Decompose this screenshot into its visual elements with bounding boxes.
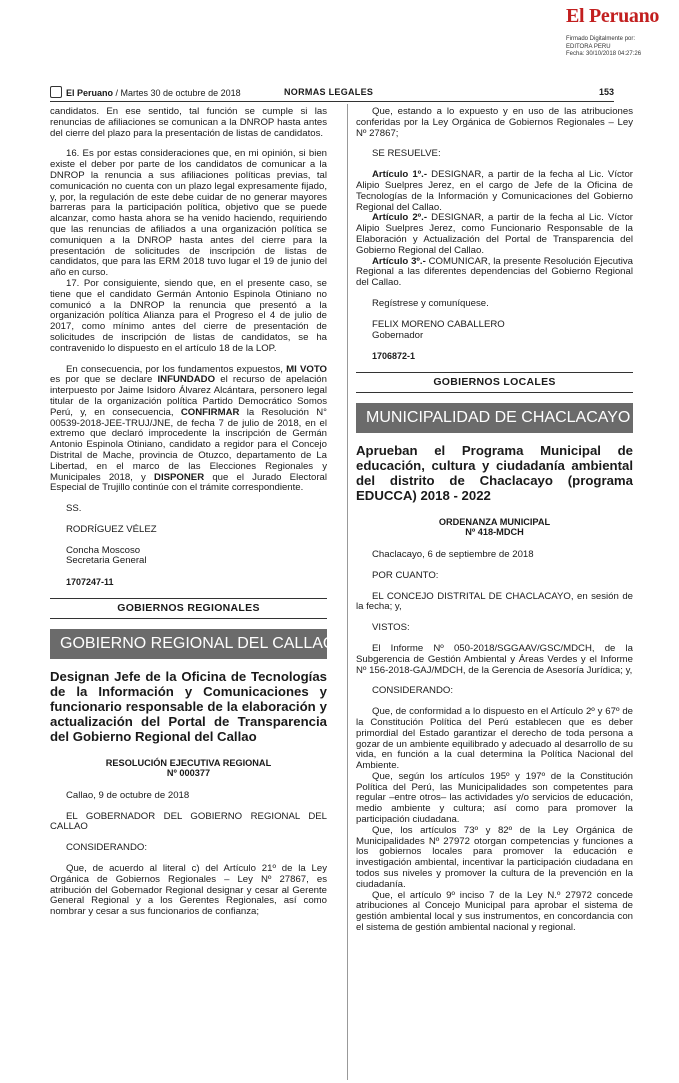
article-3	[356, 257, 633, 289]
institution-band: GOBIERNO REGIONAL DEL CALLAO	[50, 629, 327, 659]
section-heading: GOBIERNOS REGIONALES	[50, 598, 327, 619]
article-1	[356, 170, 633, 213]
ordinance-number: Nº 418-MDCH	[465, 527, 524, 538]
sig-line: Firmado Digitalmente por:	[566, 36, 636, 42]
ordinance-type: ORDENANZA MUNICIPAL	[438, 516, 551, 527]
header-date: / Martes 30 de octubre de 2018	[113, 88, 241, 98]
por-cuanto-heading: POR CUANTO:	[372, 569, 439, 581]
article-label: Artículo 2º.-	[372, 212, 428, 224]
issuer: EL GOBERNADOR DEL GOBIERNO REGIONAL DEL CALLAO	[50, 810, 327, 833]
secretary-title: Secretaria General	[66, 555, 147, 567]
sig-line: Fecha: 30/10/2018 04:27:26	[566, 51, 642, 57]
article-text: DESIGNAR, a partir de la fecha al Lic. Víctor Alipio Suelpres Jerez, en el cargo de Jefe de la Oficina de Tecnologías de la Información y Comunicaciones del Gobierno Regional del Callao.	[356, 169, 633, 213]
resolution-type: RESOLUCIÓN EJECUTIVA REGIONAL	[105, 757, 272, 768]
digital-signature	[566, 36, 676, 59]
text-run: la Resolución N° 00539-2018-JEE-TRUJ/JNE, de fecha 7 de julio de 2018, en el extremo que declaró improcedente la inscripción de Germán Antonio Espinola Otiniano, candidato a regidor para el Concejo Distrital de Mache, provincia de Otuzco, departamento de La Libertad, en el marco de las Elecciones Regionales y Municipales 2018, y	[50, 406, 327, 483]
text-run: DISPONER	[154, 471, 205, 483]
document-code: 1707247-11	[66, 577, 114, 588]
resuelve-heading: SE RESUELVE:	[372, 148, 441, 160]
page-number: 153	[598, 87, 614, 97]
header-pub-name: El Peruano	[66, 88, 114, 98]
paragraph: 16. Es por estas consideraciones que, en mi opinión, si bien existe el deber por parte de los candidatos de comunicar a la DNROP la renuncia a sus afiliaciones políticas previas, tal comunicación no cuenta con un plazo legal expresamente fijado, y, por, la regulación de este debe cuidar de no generar mayores barreras para la participación política, objetivo que se puede alcanzar, como hasta ahora se ha venido haciendo, requiriendo que las renuncias de afiliados a una organización política se comuniquen a la DNROP hasta antes del cierre para la presentación de solicitudes de inscripción de listas de candidatos, que para las ERM 2018 tuvo lugar el 19 de junio del año en curso.	[50, 148, 327, 279]
paragraph: Que, el artículo 9º inciso 7 de la Ley N.º 27972 concede atribuciones al Concejo Municipal para aprobar el sistema de gestión ambiental local y sus instrumentos, en concordancia con el sistema de gestión ambiental nacional y regional.	[356, 889, 633, 934]
paragraph: Que, estando a lo expuesto y en uso de las atribuciones conferidas por la Ley Orgánica de Gobiernos Regionales – Ley Nº 27867;	[356, 106, 633, 139]
vistos-heading: VISTOS:	[372, 622, 410, 634]
running-header	[50, 86, 614, 98]
ss-line: SS.	[66, 503, 82, 515]
ordinance-title	[356, 517, 633, 538]
paragraph: Que, los artículos 73º y 82º de la Ley Orgánica de Municipalidades Nº 27972 otorgan competencias y funciones a los gobiernos locales para promover la educación e investigación ambiental, incentivar la participación ciudadana en todos sus niveles y promover la cultura de la prevención en la ciudadanía.	[356, 824, 633, 890]
paragraph: EL CONCEJO DISTRITAL DE CHACLACAYO, en sesión de la fecha; y,	[356, 590, 633, 613]
considerando-heading: CONSIDERANDO:	[372, 685, 454, 697]
header-section: NORMAS LEGALES	[284, 87, 374, 97]
el-peruano-logo: El Peruano	[566, 5, 660, 27]
secretary-name: Concha Moscoso	[66, 544, 141, 556]
resolution-number: Nº 000377	[166, 768, 211, 779]
text-run: MI VOTO	[286, 363, 327, 375]
signatory-name: FELIX MORENO CABALLERO	[372, 318, 505, 330]
text-run: es por que se declare	[50, 374, 158, 386]
header-publication	[50, 86, 241, 99]
paragraph: 17. Por consiguiente, siendo que, en el presente caso, se tiene que el candidato Germán Antonio Espinola Otiniano no comunicó a la DNROP la renuncia que presentó a la organización política Alianza para el Progreso el 4 de julio de 2017, como mínimo antes del cierre de presentación de solicitudes de inscripción de listas de candidatos, se ha contravenido lo dispuesto en el artículo 18 de la LOP.	[50, 277, 327, 354]
institution-band: MUNICIPALIDAD DE CHACLACAYO	[356, 403, 633, 433]
text-run: CONFIRMAR	[180, 406, 240, 418]
article-headline: Aprueban el Programa Municipal de educación, cultura y ciudadanía ambiental del distrito de Chaclacayo (programa EDUCCA) 2018 - 2022	[356, 442, 633, 503]
document-code: 1706872-1	[372, 351, 416, 362]
paragraph: Que, de conformidad a lo dispuesto en el Artículo 2º y 67º de la Constitución Política del Perú establecen que es deber primordial del Estado garantizar el derecho de toda persona a gozar de un ambiente equilibrado y adecuado al desarrollo de su vida, en función a la cual determina la Política Nacional del Ambiente.	[356, 706, 633, 772]
text-run: INFUNDADO	[157, 374, 216, 386]
text-run: En consecuencia, por los fundamentos expuestos,	[66, 363, 287, 375]
article-text: DESIGNAR, a partir de la fecha al Lic. Víctor Alipio Suelpres Jerez, como Funcionario Responsable de la Elaboración y Actualización del Portal de Transparencia del Gobierno Regional del Callao.	[356, 212, 633, 256]
signatory-title: Gobernador	[372, 329, 424, 341]
paragraph: Que, según los artículos 195º y 197º de la Constitución Política del Perú, las Municipalidades son competentes para regular –entre otros– las actividades y/o servicios de educación, medio ambiente y cultura; así como para promover la participación ciudadana.	[356, 770, 633, 826]
coat-of-arms-icon	[50, 86, 62, 98]
article-label: Artículo 1º.-	[372, 169, 428, 181]
place-date: Callao, 9 de octubre de 2018	[66, 789, 190, 801]
paragraph: candidatos. En ese sentido, tal función se cumple si las renuncias de afiliaciones se comunican a la DNROP hasta antes del cierre del plazo para la presentación de listas de candidatos.	[50, 106, 327, 139]
considerando-heading: CONSIDERANDO:	[66, 842, 148, 854]
paragraph-vote	[50, 365, 327, 495]
article-headline: Designan Jefe de la Oficina de Tecnologías de la Información y Comunicaciones y funcionario responsable de la elaboración y actualización del Portal de Transparencia del Gobierno Regional del Callao	[50, 668, 327, 744]
column-divider	[347, 104, 348, 1080]
paragraph: El Informe Nº 050-2018/SGGAAV/GSC/MDCH, de la Subgerencia de Gestión Ambiental y Áreas Verdes y el Informe Nº 156-2018-GAJ/MDCH, de la Gerencia de Asesoría Jurídica; y,	[356, 642, 633, 676]
sig-line: EDITORA PERU	[566, 43, 611, 50]
signatory-name: RODRÍGUEZ VÉLEZ	[66, 523, 157, 535]
right-column	[356, 107, 633, 934]
place-date: Chaclacayo, 6 de septiembre de 2018	[372, 548, 534, 560]
masthead	[566, 6, 676, 59]
article-label: Artículo 3º.-	[372, 255, 426, 267]
left-column	[50, 106, 336, 928]
text-run: el recurso de apelación interpuesto por Jaime Isidoro Álvarez Alcántara, personero legal titular de la organización política Partido Democrático Somos Perú, y, en consecuencia,	[50, 374, 327, 418]
article-2	[356, 213, 633, 256]
article-text: COMUNICAR, la presente Resolución Ejecutiva Regional a las diferentes dependencias del Gobierno Regional del Callao.	[356, 255, 633, 289]
text-run: que el Jurado Electoral Especial de Trujillo continúe con el trámite correspondiente.	[50, 471, 327, 494]
closing-formula: Regístrese y comuníquese.	[372, 297, 489, 309]
resolution-title	[50, 758, 327, 779]
header-rule	[50, 101, 614, 102]
section-heading: GOBIERNOS LOCALES	[356, 372, 633, 393]
paragraph: Que, de acuerdo al literal c) del Artículo 21º de la Ley Orgánica de Gobiernos Regionales – Ley Nº 27867, es atribución del Gobernador Regional designar y cesar al Gerente General Regional y a los Gerentes Regionales, así como nombrar y cesar a sus funcionarios de confianza;	[50, 863, 327, 918]
